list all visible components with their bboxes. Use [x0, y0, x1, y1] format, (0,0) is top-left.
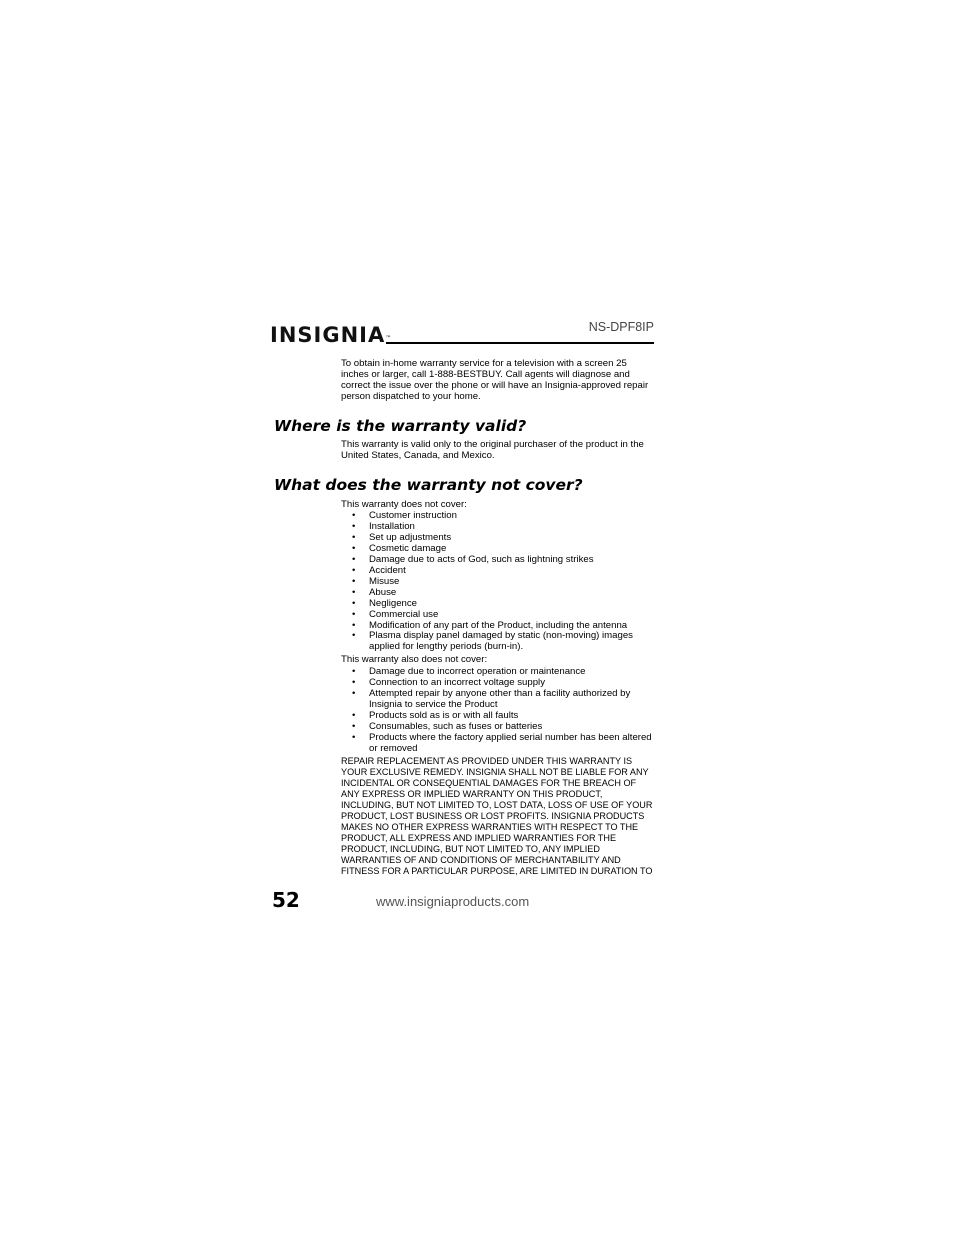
also-not-cover-intro: This warranty also does not cover: [341, 654, 488, 665]
not-cover-list [341, 511, 656, 653]
list-item-text: Abuse [369, 586, 397, 598]
list-item-text: Consumables, such as fuses or batteries [369, 720, 543, 732]
list-item-text: Customer instruction [369, 510, 457, 521]
list-item-text: Cosmetic damage [369, 542, 447, 554]
bullet-icon: • [352, 709, 356, 721]
bullet-icon: • [352, 564, 356, 576]
warranty-valid-paragraph: This warranty is valid only to the original purchaser of the product in the United States, Canada, and Mexico. [341, 439, 644, 461]
page-number: 52 [272, 888, 300, 912]
list-item-text: Modification of any part of the Product, including the antenna [369, 619, 628, 631]
bullet-icon: • [352, 630, 356, 642]
list-item-text: Damage due to acts of God, such as lightning strikes [369, 553, 594, 565]
bullet-icon: • [352, 575, 356, 587]
list-item-text: Misuse [369, 575, 400, 587]
logo-trademark: ™ [385, 335, 393, 342]
list-item [341, 631, 656, 653]
list-item-text: Products sold as is or with all faults [369, 709, 519, 721]
list-item-text: Plasma display panel damaged by static (non-moving) images applied for lengthy periods (burn-in). [369, 630, 633, 653]
model-number: NS-DPF8IP [588, 320, 654, 334]
list-item-text: Set up adjustments [369, 531, 452, 543]
list-item [341, 733, 656, 755]
legal-disclaimer: REPAIR REPLACEMENT AS PROVIDED UNDER THIS WARRANTY IS YOUR EXCLUSIVE REMEDY. INSIGNIA SHALL NOT BE LIABLE FOR ANY INCIDENTAL OR CONSEQUENTIAL DAMAGES FOR THE BREACH OF ANY EXPRESS OR IMPLIED WARRANTY ON THIS PRODUCT, INCLUDING, BUT NOT LIMITED TO, LOST DATA, LOSS OF USE OF YOUR PRODUCT, LOST BUSINESS OR LOST PROFITS. INSIGNIA PRODUCTS MAKES NO OTHER EXPRESS WARRANTIES WITH RESPECT TO THE PRODUCT, ALL EXPRESS AND IMPLIED WARRANTIES FOR THE PRODUCT, INCLUDING, BUT NOT LIMITED TO, ANY IMPLIED WARRANTIES OF AND CONDITIONS OF MERCHANTABILITY AND FITNESS FOR A PARTICULAR PURPOSE, ARE LIMITED IN DURATION TO [341, 756, 653, 876]
intro-paragraph: To obtain in-home warranty service for a television with a screen 25 inches or larger, call 1-888-BESTBUY. Call agents will diagnose and correct the issue over the phone or will have an Insignia-approved repair person dispatched to your home. [341, 358, 649, 402]
not-cover-intro: This warranty does not cover: [341, 499, 467, 510]
logo-wordmark: INSIGNIA [270, 323, 386, 347]
list-item-text: Accident [369, 564, 406, 576]
bullet-icon: • [352, 687, 356, 699]
insignia-logo [270, 322, 392, 348]
list-item-text: Commercial use [369, 608, 439, 620]
bullet-icon: • [352, 666, 356, 677]
bullet-icon: • [352, 608, 356, 620]
list-item-text: Negligence [369, 597, 418, 609]
bullet-icon: • [352, 619, 356, 631]
website-url: www.insigniaproducts.com [376, 894, 530, 909]
bullet-icon: • [352, 586, 356, 598]
heading-warranty-valid: Where is the warranty valid? [274, 417, 527, 435]
list-item-text: Installation [369, 520, 415, 532]
bullet-icon: • [352, 720, 356, 732]
list-item-text: Products where the factory applied serial number has been altered or removed [369, 731, 652, 754]
list-item-text: Attempted repair by anyone other than a facility authorized by Insignia to service the Product [369, 687, 631, 710]
bullet-icon: • [352, 597, 356, 609]
bullet-icon: • [352, 676, 356, 688]
header-rule [386, 342, 654, 344]
heading-warranty-not-cover: What does the warranty not cover? [274, 476, 583, 494]
bullet-icon: • [352, 542, 356, 554]
list-item-text: Damage due to incorrect operation or maintenance [369, 666, 586, 677]
list-item [341, 689, 656, 711]
bullet-icon: • [352, 553, 356, 565]
page-header [270, 318, 654, 348]
bullet-icon: • [352, 731, 356, 743]
bullet-icon: • [352, 520, 356, 532]
list-item-text: Connection to an incorrect voltage supply [369, 676, 545, 688]
also-not-cover-list [341, 667, 656, 755]
bullet-icon: • [352, 531, 356, 543]
bullet-icon: • [352, 510, 356, 521]
